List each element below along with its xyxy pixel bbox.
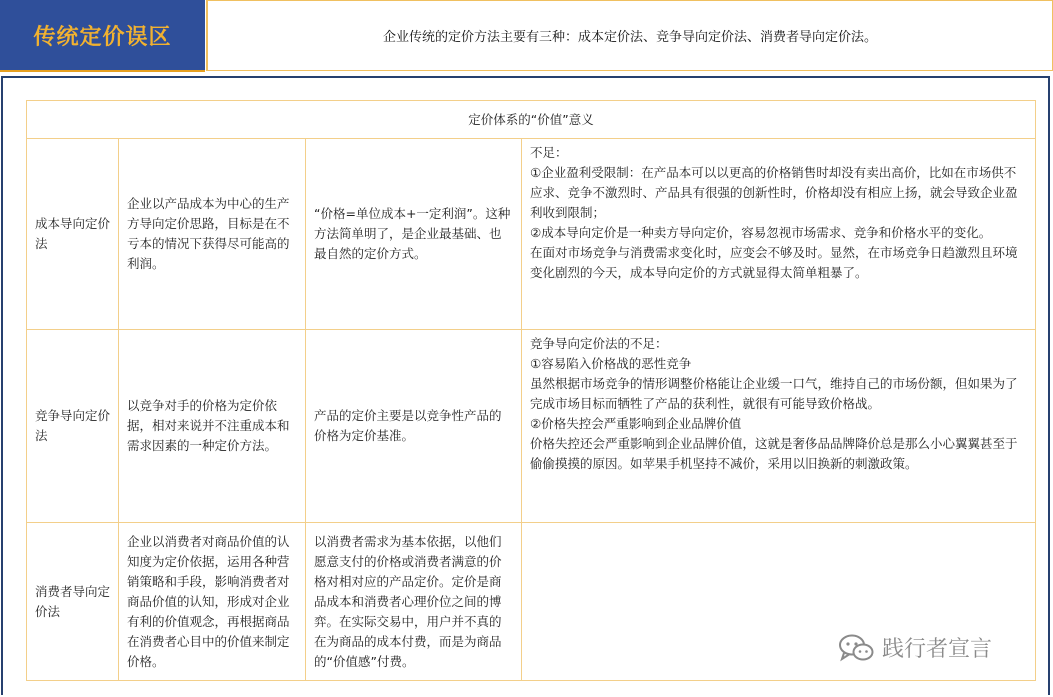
deficit-line: 价格失控还会严重影响到企业品牌价值，这就是奢侈品品牌降价总是那么小心翼翼甚至于偷偷摸摸的原因。如苹果手机坚持不减价，采用以旧换新的刺激政策。: [530, 436, 1018, 471]
watermark: [838, 632, 992, 663]
deficit-line: 虽然根据市场竞争的情形调整价格能让企业缓一口气，维持自己的市场份额，但如果为了完成市场目标而牺牲了产品的获利性，就很有可能导致价格战。: [530, 376, 1018, 411]
deficit-line: 不足：: [530, 145, 568, 160]
header-title: 传统定价误区: [0, 0, 205, 72]
deficit-line: ①企业盈利受限制：在产品本可以以更高的价格销售时却没有卖出高价，比如在市场供不应求、竞争不激烈时、产品具有很强的创新性时，价格却没有相应上扬，就会导致企业盈利收到限制；: [530, 165, 1018, 220]
method-deficits: [522, 139, 1036, 330]
method-formula: 以消费者需求为基本依据，以他们愿意支付的价格或消费者满意的价格对相对应的产品定价。定价是商品成本和消费者心理价位之间的博弈。在实际交易中，用户并不真的在为商品的成本付费，而是为商品的“价值感”付费。: [306, 523, 522, 681]
deficit-line: ②价格失控会严重影响到企业品牌价值: [530, 416, 742, 431]
method-name: 成本导向定价法: [27, 139, 119, 330]
method-deficits: [522, 330, 1036, 523]
pricing-table: [26, 100, 1036, 681]
deficit-line: 在面对市场竞争与消费需求变化时，应变会不够及时。显然，在市场竞争日趋激烈且环境变化剧烈的今天，成本导向定价的方式就显得太简单粗暴了。: [530, 245, 1018, 280]
header-description: 企业传统的定价方法主要有三种：成本定价法、竞争导向定价法、消费者导向定价法。: [206, 0, 1053, 71]
wechat-icon: [838, 633, 874, 663]
method-name: 竞争导向定价法: [27, 330, 119, 523]
method-idea: 以竞争对手的价格为定价依据，相对来说并不注重成本和需求因素的一种定价方法。: [119, 330, 306, 523]
header: [0, 0, 1053, 72]
method-formula: 产品的定价主要是以竞争性产品的价格为定价基准。: [306, 330, 522, 523]
table-row: [27, 330, 1036, 523]
deficit-line: ①容易陷入价格战的恶性竞争: [530, 356, 692, 371]
deficit-line: ②成本导向定价是一种卖方导向定价，容易忽视市场需求、竞争和价格水平的变化。: [530, 225, 992, 240]
deficit-line: 竞争导向定价法的不足：: [530, 336, 668, 351]
method-idea: 企业以产品成本为中心的生产方导向定价思路，目标是在不亏本的情况下获得尽可能高的利润。: [119, 139, 306, 330]
method-formula: “价格=单位成本+一定利润”。这种方法简单明了，是企业最基础、也最自然的定价方式。: [306, 139, 522, 330]
table-row: [27, 139, 1036, 330]
watermark-text: 践行者宣言: [882, 637, 993, 662]
method-idea: 企业以消费者对商品价值的认知度为定价依据，运用各种营销策略和手段，影响消费者对商品价值的认知，形成对企业有利的价值观念，再根据商品在消费者心目中的价值来制定价格。: [119, 523, 306, 681]
method-name: 消费者导向定价法: [27, 523, 119, 681]
table-caption: 定价体系的“价值”意义: [27, 101, 1036, 139]
